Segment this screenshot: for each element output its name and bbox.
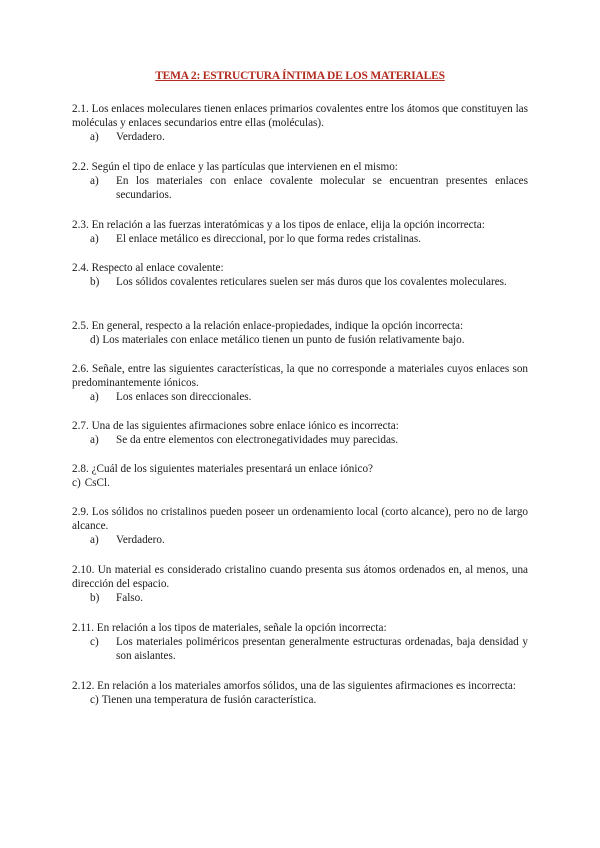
answer-letter: c) bbox=[90, 694, 99, 706]
question-2-8 bbox=[72, 462, 528, 490]
answer-text: Tienen una temperatura de fusión característica. bbox=[101, 694, 317, 706]
question-number: 2.2. bbox=[72, 161, 89, 173]
answer-letter: c) bbox=[72, 477, 81, 489]
question-2-6 bbox=[72, 362, 528, 404]
question-2-10 bbox=[72, 563, 528, 605]
question-2-4 bbox=[72, 261, 528, 289]
question-number: 2.11. bbox=[72, 622, 94, 634]
question-text: Según el tipo de enlace y las partículas que intervienen en el mismo: bbox=[91, 161, 398, 173]
question-number: 2.7. bbox=[72, 420, 89, 432]
answer-letter: a) bbox=[90, 175, 99, 187]
answer-text: Los enlaces son direccionales. bbox=[116, 391, 252, 403]
answer-text: Se da entre elementos con electronegatividades muy parecidas. bbox=[116, 434, 399, 446]
answer-text: Los materiales poliméricos presentan generalmente estructuras ordenadas, baja densidad y son aislantes. bbox=[116, 636, 528, 662]
question-number: 2.4. bbox=[72, 262, 89, 274]
answer-text: CsCl. bbox=[84, 477, 110, 489]
question-text: ¿Cuál de los siguientes materiales presentará un enlace iónico? bbox=[91, 463, 374, 475]
question-2-2 bbox=[72, 160, 528, 202]
answer-text: El enlace metálico es direccional, por lo que forma redes cristalinas. bbox=[116, 233, 422, 245]
answer-text: Falso. bbox=[116, 592, 144, 604]
question-text: En relación a los materiales amorfos sólidos, una de las siguientes afirmaciones es incorrecta: bbox=[97, 680, 516, 692]
answer-letter: a) bbox=[90, 233, 99, 245]
question-number: 2.3. bbox=[72, 219, 89, 231]
answer-text: Verdadero. bbox=[116, 534, 165, 546]
question-2-12 bbox=[72, 679, 528, 707]
answer-text: En los materiales con enlace covalente molecular se encuentran presentes enlaces secundarios. bbox=[116, 175, 528, 201]
question-2-5 bbox=[72, 319, 528, 347]
question-text: Un material es considerado cristalino cuando presenta sus átomos ordenados en, al menos, una dirección del espacio. bbox=[72, 564, 528, 590]
answer-text: Verdadero. bbox=[116, 131, 165, 143]
question-2-9 bbox=[72, 505, 528, 547]
question-number: 2.9. bbox=[72, 506, 89, 518]
question-text: En general, respecto a la relación enlace-propiedades, indique la opción incorrecta: bbox=[91, 320, 464, 332]
answer-letter: a) bbox=[90, 434, 99, 446]
question-text: Los sólidos no cristalinos pueden poseer un ordenamiento local (corto alcance), pero no de largo alcance. bbox=[72, 506, 529, 532]
question-number: 2.10. bbox=[72, 564, 95, 576]
question-2-7 bbox=[72, 419, 528, 447]
question-2-1 bbox=[72, 102, 528, 144]
answer-letter: b) bbox=[90, 276, 100, 288]
question-number: 2.6. bbox=[72, 363, 89, 375]
answer-letter: a) bbox=[90, 534, 99, 546]
answer-letter: a) bbox=[90, 391, 99, 403]
question-number: 2.5. bbox=[72, 320, 89, 332]
question-number: 2.12. bbox=[72, 680, 95, 692]
page-title: TEMA 2: ESTRUCTURA ÍNTIMA DE LOS MATERIALES bbox=[155, 70, 445, 82]
answer-text: Los sólidos covalentes reticulares suelen ser más duros que los covalentes moleculares. bbox=[116, 276, 507, 288]
answer-letter: d) bbox=[90, 334, 100, 346]
question-text: Respecto al enlace covalente: bbox=[91, 262, 224, 274]
answer-letter: a) bbox=[90, 131, 99, 143]
question-text: En relación a los tipos de materiales, señale la opción incorrecta: bbox=[96, 622, 387, 634]
question-text: Una de las siguientes afirmaciones sobre enlace iónico es incorrecta: bbox=[91, 420, 399, 432]
question-text: Los enlaces moleculares tienen enlaces primarios covalentes entre los átomos que constituyen las moléculas y enlaces secundarios entre ellas (moléculas). bbox=[72, 103, 529, 129]
question-text: Señale, entre las siguientes características, la que no corresponde a materiales cuyos enlaces son predominantemente iónicos. bbox=[72, 363, 529, 389]
answer-text: Los materiales con enlace metálico tienen un punto de fusión relativamente bajo. bbox=[102, 334, 465, 346]
answer-letter: c) bbox=[90, 636, 99, 648]
answer-letter: b) bbox=[90, 592, 100, 604]
question-number: 2.1. bbox=[72, 103, 89, 115]
question-2-3 bbox=[72, 218, 528, 246]
question-2-11 bbox=[72, 621, 528, 663]
question-text: En relación a las fuerzas interatómicas y a los tipos de enlace, elija la opción incorrecta: bbox=[91, 219, 485, 231]
question-number: 2.8. bbox=[72, 463, 89, 475]
